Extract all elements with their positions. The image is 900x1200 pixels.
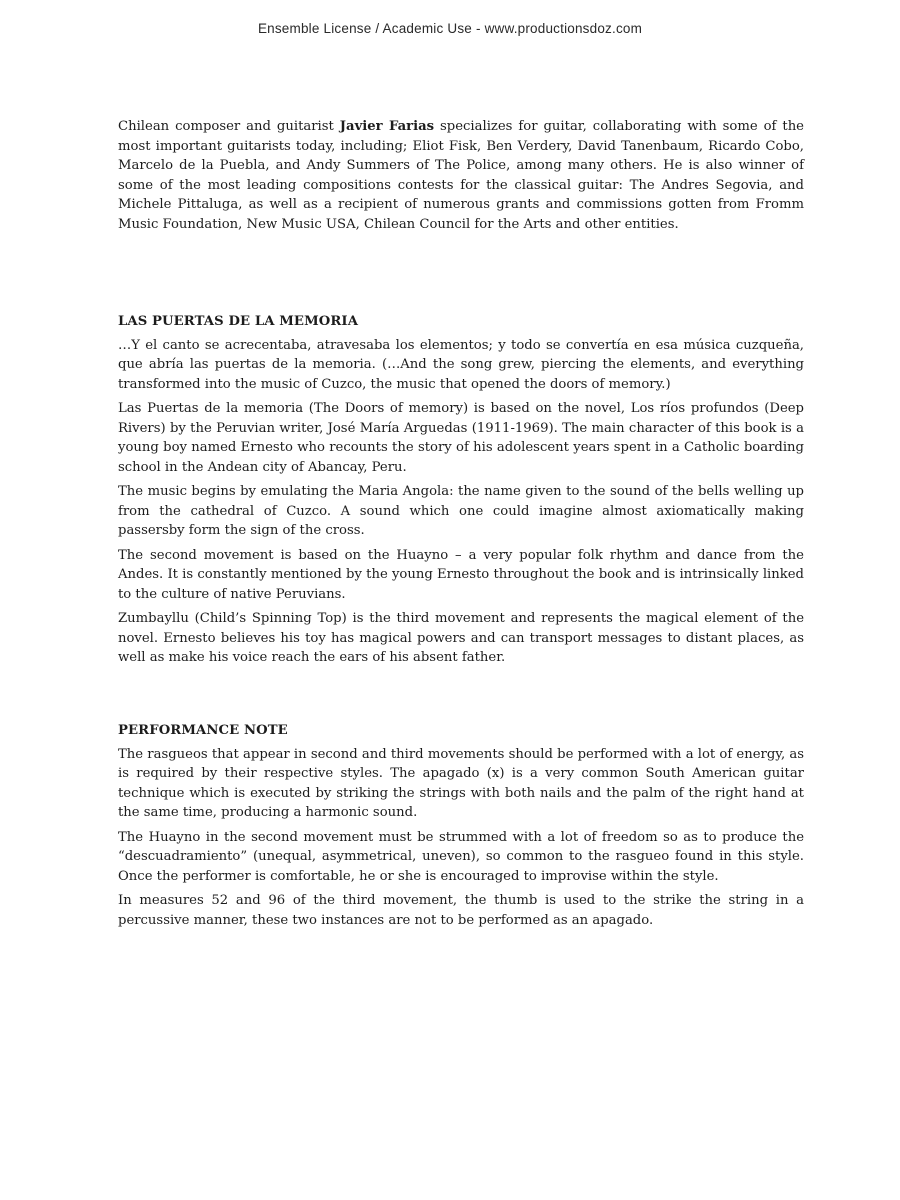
composer-bio (118, 117, 804, 239)
section-paragraph: The music begins by emulating the Maria Angola: the name given to the sound of the bells welling up from the cathedral of Cuzco. A sound which one could imagine almost axiomatically making passersby form the sign of the cross. (118, 484, 804, 538)
bio-text: specializes for guitar, collaborating with some of the most important guitarists today, including; Eliot Fisk, Ben Verdery, David Tanenbaum, Ricardo Cobo, Marcelo de la Puebla, and Andy Summers of The Police, among many others. He is also winner of some of the most leading compositions contests for the classical guitar: The Andres Segovia, and Michele Pittaluga, as well as a recipient of numerous grants and commissions gotten from Fromm Music Foundation, New Music USA, Chilean Council for the Arts and other entities. (118, 119, 804, 232)
section-paragraph: The second movement is based on the Huayno – a very popular folk rhythm and dance from the Andes. It is constantly mentioned by the young Ernesto throughout the book and is intrinsically linked to the culture of native Peruvians. (118, 547, 804, 602)
section-paragraph: …Y el canto se acrecentaba, atravesaba los elementos; y todo se convertía en esa música cuzqueña, que abría las puertas de la memoria. (…And the song grew, piercing the elements, and everything transformed into the music of Cuzco, the music that opened the doors of memory.) (118, 337, 804, 392)
section-paragraph: The Huayno in the second movement must be strummed with a lot of freedom so as to produce the “descuadramiento” (unequal, asymmetrical, uneven), so common to the rasgueo found in this style. Once the performer is comfortable, he or she is encouraged to improvise within the style. (118, 829, 804, 884)
section-title: LAS PUERTAS DE LA MEMORIA (118, 314, 359, 329)
section-title: PERFORMANCE NOTE (118, 723, 288, 738)
license-header: Ensemble License / Academic Use - www.productionsdoz.com (257, 21, 643, 36)
composer-name: Javier Farias (339, 119, 435, 134)
bio-intro: Chilean composer and guitarist (118, 119, 340, 134)
section-paragraph: In measures 52 and 96 of the third movement, the thumb is used to the strike the string in a percussive manner, these two instances are not to be performed as an apagado. (118, 893, 804, 928)
section-paragraph: Zumbayllu (Child’s Spinning Top) is the third movement and represents the magical element of the novel. Ernesto believes his toy has magical powers and can transport messages to distant places, as well as make his voice reach the ears of his absent father. (118, 611, 804, 665)
section-performance-note (118, 721, 804, 935)
section-paragraph: The rasgueos that appear in second and third movements should be performed with a lot of energy, as is required by their respective styles. The apagado (x) is a very common South American guitar technique which is executed by striking the strings with both nails and the palm of the right hand at the same time, producing a harmonic sound. (118, 746, 804, 820)
bio-paragraph (118, 117, 804, 234)
section-las-puertas (118, 312, 804, 673)
section-paragraph: Las Puertas de la memoria (The Doors of memory) is based on the novel, Los ríos profundos (Deep Rivers) by the Peruvian writer, José María Arguedas (1911-1969). The main character of this book is a young boy named Ernesto who recounts the story of his adolescent years spent in a Catholic boarding school in the Andean city of Abancay, Peru. (118, 401, 804, 475)
